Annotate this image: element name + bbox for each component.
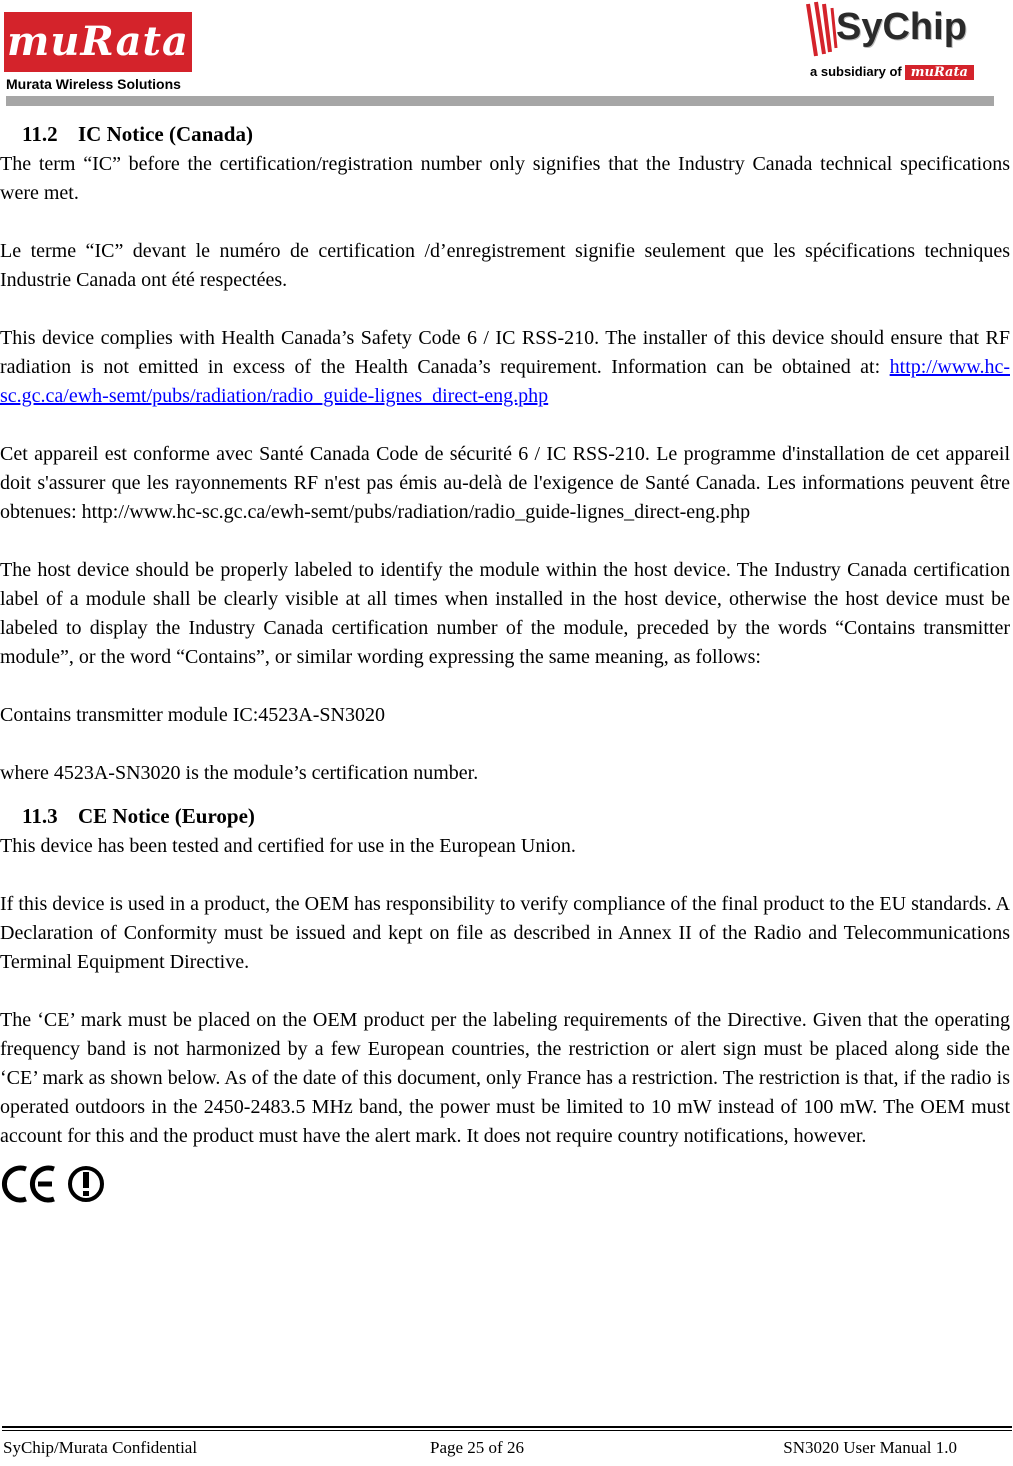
paragraph-text: This device complies with Health Canada’s Safety Code 6 / IC RSS-210. The installer of this device should ensure that RF radiation is not emitted in excess of the Health Canada’s requirement. Information can be obtained at: bbox=[0, 327, 1010, 378]
section-heading-ce bbox=[0, 802, 1010, 832]
murata-logo-tagline: Murata Wireless Solutions bbox=[6, 76, 181, 92]
footer-page-number: Page 25 of 26 bbox=[430, 1438, 524, 1457]
paragraph: This device has been tested and certified for use in the European Union. bbox=[0, 835, 576, 857]
sychip-logo bbox=[800, 0, 1000, 88]
section-number: 11.3 bbox=[22, 804, 58, 828]
header-rule bbox=[6, 96, 994, 106]
paragraph: The ‘CE’ mark must be placed on the OEM product per the labeling requirements of the Directive. Given that the operating frequency band is not harmonized by a few European countries, the restriction or alert sign must be placed along side the ‘CE’ mark as shown below. As of the date of this document, only France has a restriction. The restriction is that, if the radio is operated outdoors in the 2450-2483.5 MHz band, the power must be limited to 10 mW instead of 100 mW. The OEM must account for this and the product must have the alert mark. It does not require country notifications, however. bbox=[0, 1009, 1010, 1147]
paragraph: Cet appareil est conforme avec Santé Canada Code de sécurité 6 / IC RSS-210. Le programme d'installation de cet appareil doit s'assurer que les rayonnements RF n'est pas émis au-delà de l'exigence de Santé Canada. Les informations peuvent être obtenues: http://www.hc-sc.gc.ca/ewh-semt/pubs/radiation/radio_guide-lignes_direct-eng.php bbox=[0, 443, 1010, 523]
health-canada-link[interactable]: http://www.hc-sc.gc.ca/ewh-semt/pubs/radiation/radio_guide-lignes_direct-eng.php bbox=[0, 356, 1010, 407]
paragraph: The term “IC” before the certification/registration number only signifies that the Industry Canada technical specifications were met. bbox=[0, 153, 1010, 204]
footer-doc-title: SN3020 User Manual 1.0 bbox=[783, 1438, 957, 1457]
paragraph: Contains transmitter module IC:4523A-SN3020 bbox=[0, 704, 385, 726]
paragraph: If this device is used in a product, the OEM has responsibility to verify compliance of the final product to the EU standards. A Declaration of Conformity must be issued and kept on file as described in Annex II of the Radio and Telecommunications Terminal Equipment Directive. bbox=[0, 893, 1010, 973]
section-number: 11.2 bbox=[22, 122, 58, 146]
paragraph: The host device should be properly labeled to identify the module within the host device. The Industry Canada certification label of a module shall be clearly visible at all times when installed in the host device, otherwise the host device must be labeled to display the Industry Canada certification number of the module, preceded by the words “Contains transmitter module”, or the word “Contains”, or similar wording expressing the same meaning, as follows: bbox=[0, 559, 1010, 668]
paragraph: Le terme “IC” devant le numéro de certification /d’enregistrement signifie seulement que les spécifications techniques Industrie Canada ont été respectées. bbox=[0, 240, 1010, 291]
document-body bbox=[0, 120, 1010, 1213]
paragraph: where 4523A-SN3020 is the module’s certification number. bbox=[0, 762, 479, 784]
page-header bbox=[0, 0, 1013, 110]
sychip-logo-text: SyChip bbox=[836, 6, 967, 48]
footer-rule bbox=[2, 1426, 1012, 1428]
footer-rule-thin bbox=[2, 1430, 1012, 1431]
paragraph bbox=[0, 324, 1010, 411]
sychip-subsidiary-text: a subsidiary of bbox=[810, 64, 902, 79]
section-title: CE Notice (Europe) bbox=[78, 804, 255, 828]
page-footer bbox=[0, 1426, 1013, 1466]
footer-confidential: SyChip/Murata Confidential bbox=[3, 1438, 198, 1457]
murata-logo-mark: muRata bbox=[4, 12, 192, 72]
section-heading-ic bbox=[0, 120, 1010, 150]
section-title: IC Notice (Canada) bbox=[78, 122, 253, 146]
ce-mark-row bbox=[0, 1151, 1010, 1213]
ce-alert-mark-icon bbox=[0, 1163, 110, 1205]
sychip-subsidiary-line bbox=[810, 64, 974, 80]
murata-logo bbox=[4, 12, 194, 94]
sychip-subsidiary-brand: muRata bbox=[905, 65, 974, 80]
